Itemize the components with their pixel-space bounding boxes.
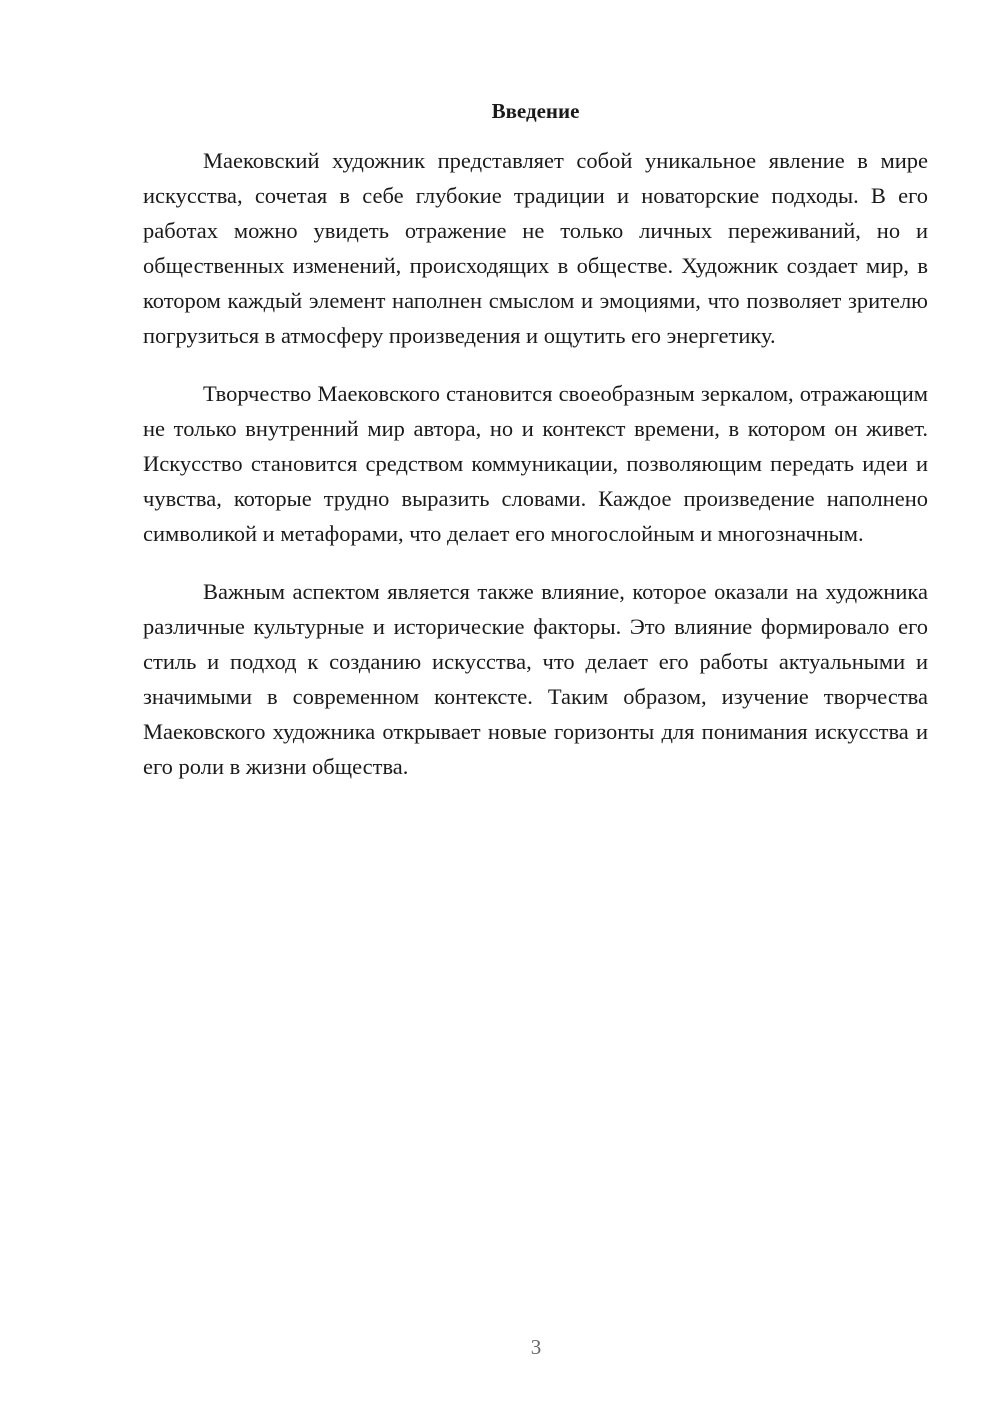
paragraph-3: Важным аспектом является также влияние, которое оказали на художника различные культурные и исторические факторы. Это влияние формировало его стиль и подход к созданию искусства, что делает его работы актуальными и значимыми в современном контексте. Таким образом, изучение творчества Маековского художника открывает новые горизонты для понимания искусства и его роли в жизни общества.	[143, 579, 928, 779]
document-body	[143, 143, 928, 807]
page-number: 3	[530, 1335, 542, 1359]
section-title: Введение	[491, 99, 580, 123]
paragraph-2: Творчество Маековского становится своеобразным зеркалом, отражающим не только внутренний мир автора, но и контекст времени, в котором он живет. Искусство становится средством коммуникации, позволяющим передать идеи и чувства, которые трудно выразить словами. Каждое произведение наполнено символикой и метафорами, что делает его многослойным и многозначным.	[143, 381, 928, 546]
paragraph-1: Маековский художник представляет собой уникальное явление в мире искусства, сочетая в себе глубокие традиции и новаторские подходы. В его работах можно увидеть отражение не только личных переживаний, но и общественных изменений, происходящих в обществе. Художник создает мир, в котором каждый элемент наполнен смыслом и эмоциями, что позволяет зрителю погрузиться в атмосферу произведения и ощутить его энергетику.	[143, 148, 928, 348]
